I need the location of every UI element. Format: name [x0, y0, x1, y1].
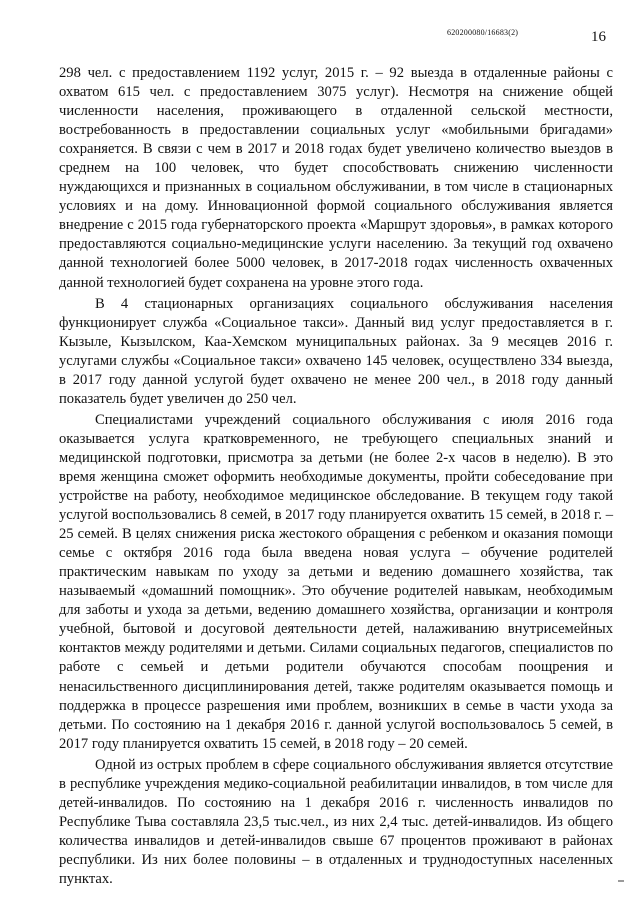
document-id: 620200080/16683(2) [447, 28, 519, 37]
paragraph: Специалистами учреждений социального обслуживания с июля 2016 года оказывается услуга кратковременного, не требующего специальных знаний и медицинской подготовки, присмотра за детьми (не более 2-х часов в неделю). В это время женщина сможет оформить необходимые документы, пройти собеседование при устройстве на работу, необходимое медицинское обследование. В текущем году такой услугой воспользовались 8 семей, в 2017 году планируется охватить 15 семей, в 2018 г. – 25 семей. В целях снижения риска жестокого обращения с ребенком и оказания помощи семье с октября 2016 года была введена новая услуга – обучение родителей практическим навыкам по уходу за детьми и ведению домашнего хозяйства, так называемый «домашний помощник». Это обучение родителей навыкам, необходимым для заботы и ухода за детьми, ведению домашнего хозяйства, организации и контроля учебной, бытовой и досуговой деятельности детей, налаживанию внутрисемейных контактов между родителями и детьми. Силами социальных педагогов, специалистов по работе с семьей и детьми родители обучаются способам поощрения и ненасильственного дисциплинирования детей, также родителям оказывается помощь и поддержка в процессе разрешения ими проблем, возникших в семье в части ухода за детьми. По состоянию на 1 декабря 2016 г. данной услугой воспользовалось 5 семей, в 2017 году планируется охватить 15 семей, в 2018 году – 20 семей. [59, 411, 613, 752]
page-number: 16 [591, 29, 606, 45]
paragraph: Одной из острых проблем в сфере социального обслуживания является отсутствие в республике учреждения медико-социальной реабилитации инвалидов, в том числе для детей-инвалидов. По состоянию на 1 декабря 2016 г. численность инвалидов по Республике Тыва составляла 23,5 тыс.чел., из них 2,4 тыс. детей-инвалидов. Из общего количества инвалидов и детей-инвалидов свыше 67 процентов проживают в районах республики. Из них более половины – в отдаленных и труднодоступных населенных пунктах. [59, 756, 613, 887]
paragraph: В 4 стационарных организациях социального обслуживания населения функционирует служба «Социальное такси». Данный вид услуг предоставляется в г. Кызыле, Кызылском, Каа-Хемском муниципальных районах. За 9 месяцев 2016 г. услугами службы «Социальное такси» охвачено 145 человек, осуществлено 334 выезда, в 2017 году данной услугой будет охвачено не менее 200 чел., в 2018 году данный показатель будет увеличен до 250 чел. [59, 295, 613, 407]
paragraph: 298 чел. с предоставлением 1192 услуг, 2015 г. – 92 выезда в отдаленные районы с охватом 615 чел. с предоставлением 3075 услуг). Несмотря на снижение общей численности населения, проживающего в отдаленной сельской местности, востребованность в предоставлении социальных услуг «мобильными бригадами» сохраняется. В связи с чем в 2017 и 2018 годах будет увеличено количество выездов в среднем на 100 человек, что будет способствовать снижению численности нуждающихся и признанных в социальном обслуживании, в том числе в стационарных условиях и на дому. Инновационной формой социального обслуживания является внедрение с 2015 года губернаторского проекта «Маршрут здоровья», в рамках которого предоставляются социально-медицинские услуги населению. За текущий год охвачено данной технологией более 5000 человек, в 2017-2018 годах численность охваченных данной технологией будет сохранена на уровне этого года. [59, 65, 613, 291]
body-text [59, 64, 613, 889]
scan-speck [618, 880, 624, 882]
